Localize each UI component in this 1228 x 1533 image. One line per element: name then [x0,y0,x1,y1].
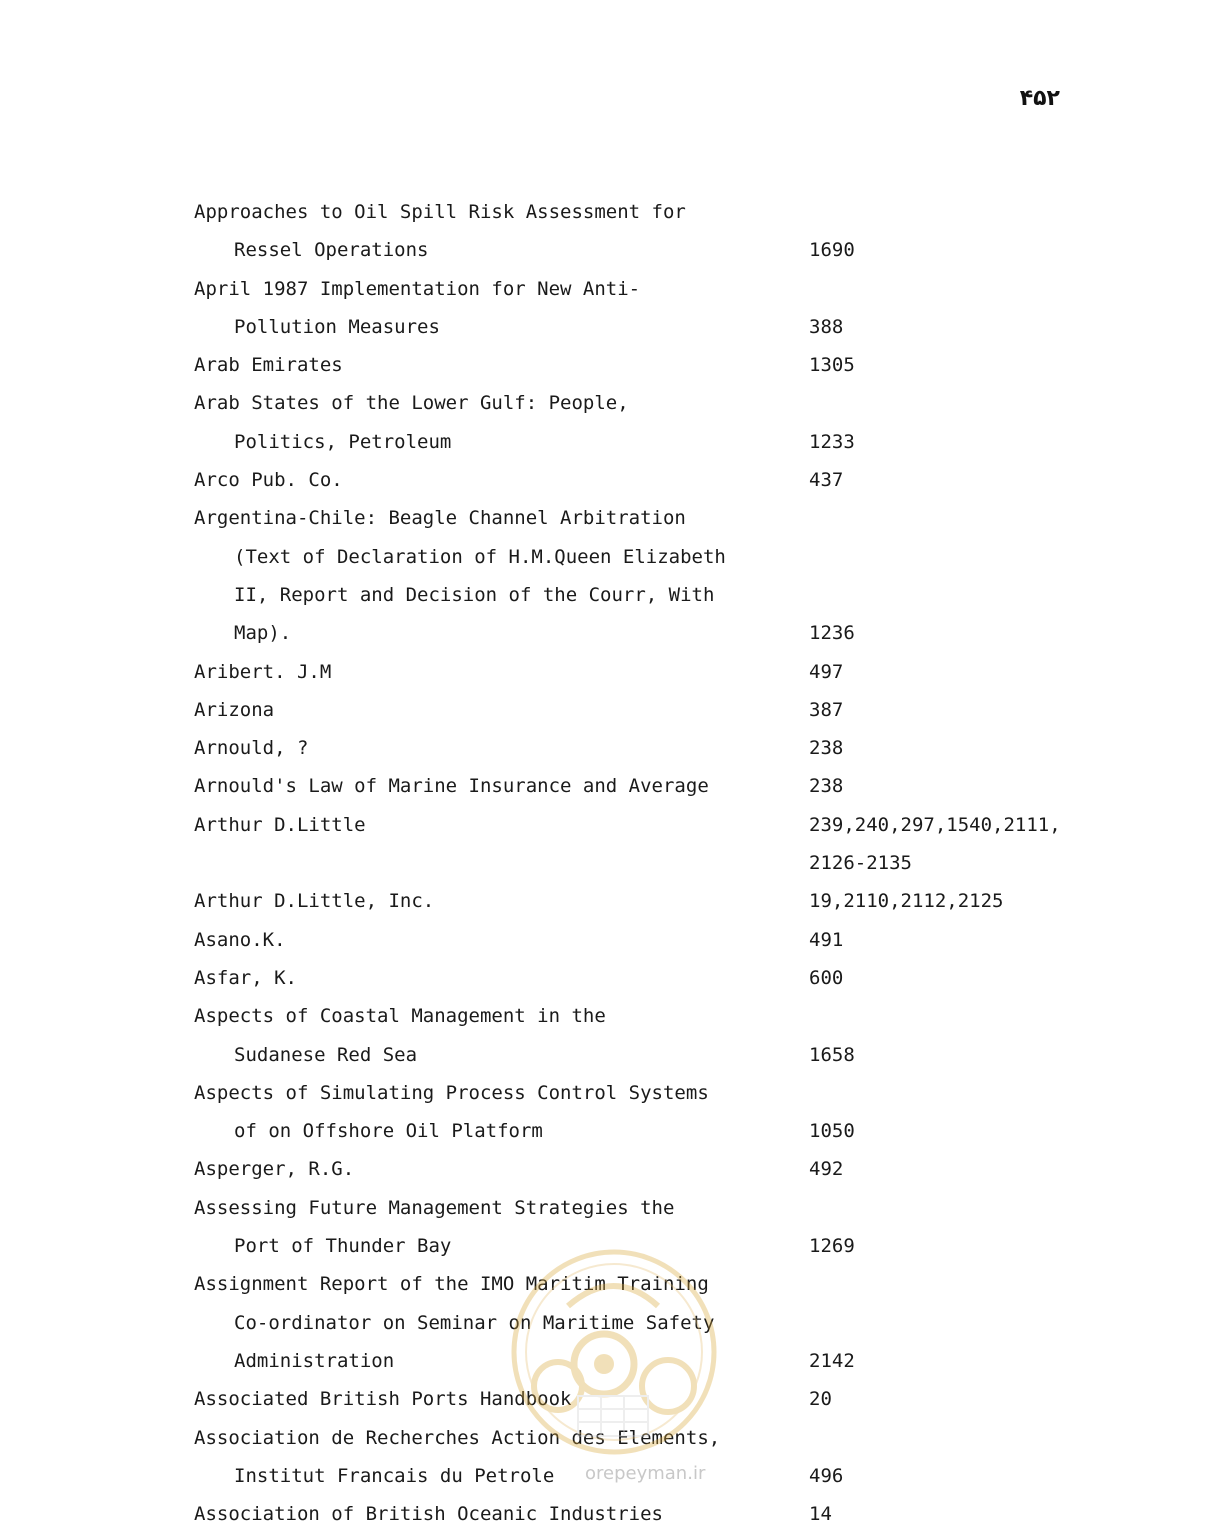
entry-pages: 1690 [809,239,855,262]
entry-pages: 1658 [809,1043,855,1066]
entry-term: Arnould's Law of Marine Insurance and Average [194,775,709,798]
index-entry [0,921,1228,959]
index-entry [0,1227,1228,1265]
entry-term: Institut Francais du Petrole [234,1464,555,1487]
entry-term: Sudanese Red Sea [234,1043,418,1066]
index-entry [0,806,1228,844]
index-entry [0,653,1228,691]
entry-pages: 14 [809,1503,832,1526]
entry-term: Asperger, R.G. [194,1158,355,1181]
entry-term: Asano.K. [194,928,286,951]
entry-term: Port of Thunder Bay [234,1235,452,1258]
entry-pages: 492 [809,1158,844,1181]
index-entry [0,1380,1228,1418]
index-entry [0,1036,1228,1074]
index-entry [0,1112,1228,1150]
entry-term: Association of British Oceanic Industries [194,1503,663,1526]
index-entry [0,1342,1228,1380]
entry-pages: 388 [809,315,844,338]
entry-term: Aspects of Coastal Management in the [194,1005,606,1028]
entry-pages: 1305 [809,354,855,377]
entry-term: Co-ordinator on Seminar on Maritime Safety [234,1311,715,1334]
index-entry [0,844,1228,882]
entry-pages: 600 [809,966,844,989]
index-entry [0,193,1228,231]
entry-pages: 2126-2135 [809,852,912,875]
entry-pages: 239,240,297,1540,2111, [809,813,1061,836]
entry-pages: 1233 [809,430,855,453]
index-entry [0,346,1228,384]
index-entry [0,767,1228,805]
entry-term: Aspects of Simulating Process Control Systems [194,1081,709,1104]
entry-term: Assignment Report of the IMO Maritim Training [194,1273,709,1296]
watermark-text: orepeyman.ir [585,1463,706,1484]
entry-term: Administration [234,1349,395,1372]
index-entry [0,1150,1228,1188]
index-entry [0,1189,1228,1227]
index-entry [0,270,1228,308]
index-entry [0,1304,1228,1342]
index-entry [0,1457,1228,1495]
index-entry [0,461,1228,499]
entry-term: of on Offshore Oil Platform [234,1120,543,1143]
index-list [0,193,1228,1533]
entry-pages: 496 [809,1464,844,1487]
entry-term: Arthur D.Little [194,813,366,836]
index-entry [0,1495,1228,1533]
entry-term: Arab States of the Lower Gulf: People, [194,392,629,415]
index-entry [0,231,1228,269]
entry-pages: 497 [809,660,844,683]
entry-term: Approaches to Oil Spill Risk Assessment for [194,201,686,223]
index-entry [0,691,1228,729]
entry-term: Arab Emirates [194,354,343,377]
entry-term: April 1987 Implementation for New Anti- [194,277,641,300]
entry-term: Politics, Petroleum [234,430,452,453]
index-entry [0,614,1228,652]
index-entry [0,308,1228,346]
index-entry [0,729,1228,767]
entry-term: Arizona [194,698,275,721]
entry-term: Associated British Ports Handbook [194,1388,572,1411]
entry-pages: 1050 [809,1120,855,1143]
entry-term: Arnould, ? [194,737,309,760]
entry-term: Assessing Future Management Strategies the [194,1196,675,1219]
entry-term: Arco Pub. Co. [194,469,343,492]
entry-term: Arthur D.Little, Inc. [194,890,435,913]
index-entry [0,997,1228,1035]
entry-pages: 238 [809,737,844,760]
entry-term: II, Report and Decision of the Courr, With [234,583,715,606]
entry-pages: 1236 [809,622,855,645]
entry-term: Ressel Operations [234,239,429,262]
page-number: ۴۵۲ [1019,86,1060,111]
entry-pages: 387 [809,698,844,721]
index-entry [0,499,1228,537]
entry-pages: 2142 [809,1349,855,1372]
index-entry [0,1265,1228,1303]
index-entry [0,1074,1228,1112]
entry-term: Association de Recherches Action des Elements, [194,1426,721,1449]
entry-term: Map). [234,622,292,645]
entry-pages: 1269 [809,1235,855,1258]
index-entry [0,576,1228,614]
entry-pages: 437 [809,469,844,492]
entry-term: Argentina-Chile: Beagle Channel Arbitration [194,507,686,530]
index-entry [0,423,1228,461]
entry-pages: 238 [809,775,844,798]
entry-term: Asfar, K. [194,966,297,989]
entry-term: (Text of Declaration of H.M.Queen Elizabeth [234,545,726,568]
index-entry [0,1419,1228,1457]
entry-term: Aribert. J.M [194,660,332,683]
index-entry [0,384,1228,422]
entry-pages: 20 [809,1388,832,1411]
index-entry [0,959,1228,997]
index-entry [0,882,1228,920]
entry-pages: 19,2110,2112,2125 [809,890,1004,913]
index-entry [0,538,1228,576]
entry-pages: 491 [809,928,844,951]
entry-term: Pollution Measures [234,315,440,338]
